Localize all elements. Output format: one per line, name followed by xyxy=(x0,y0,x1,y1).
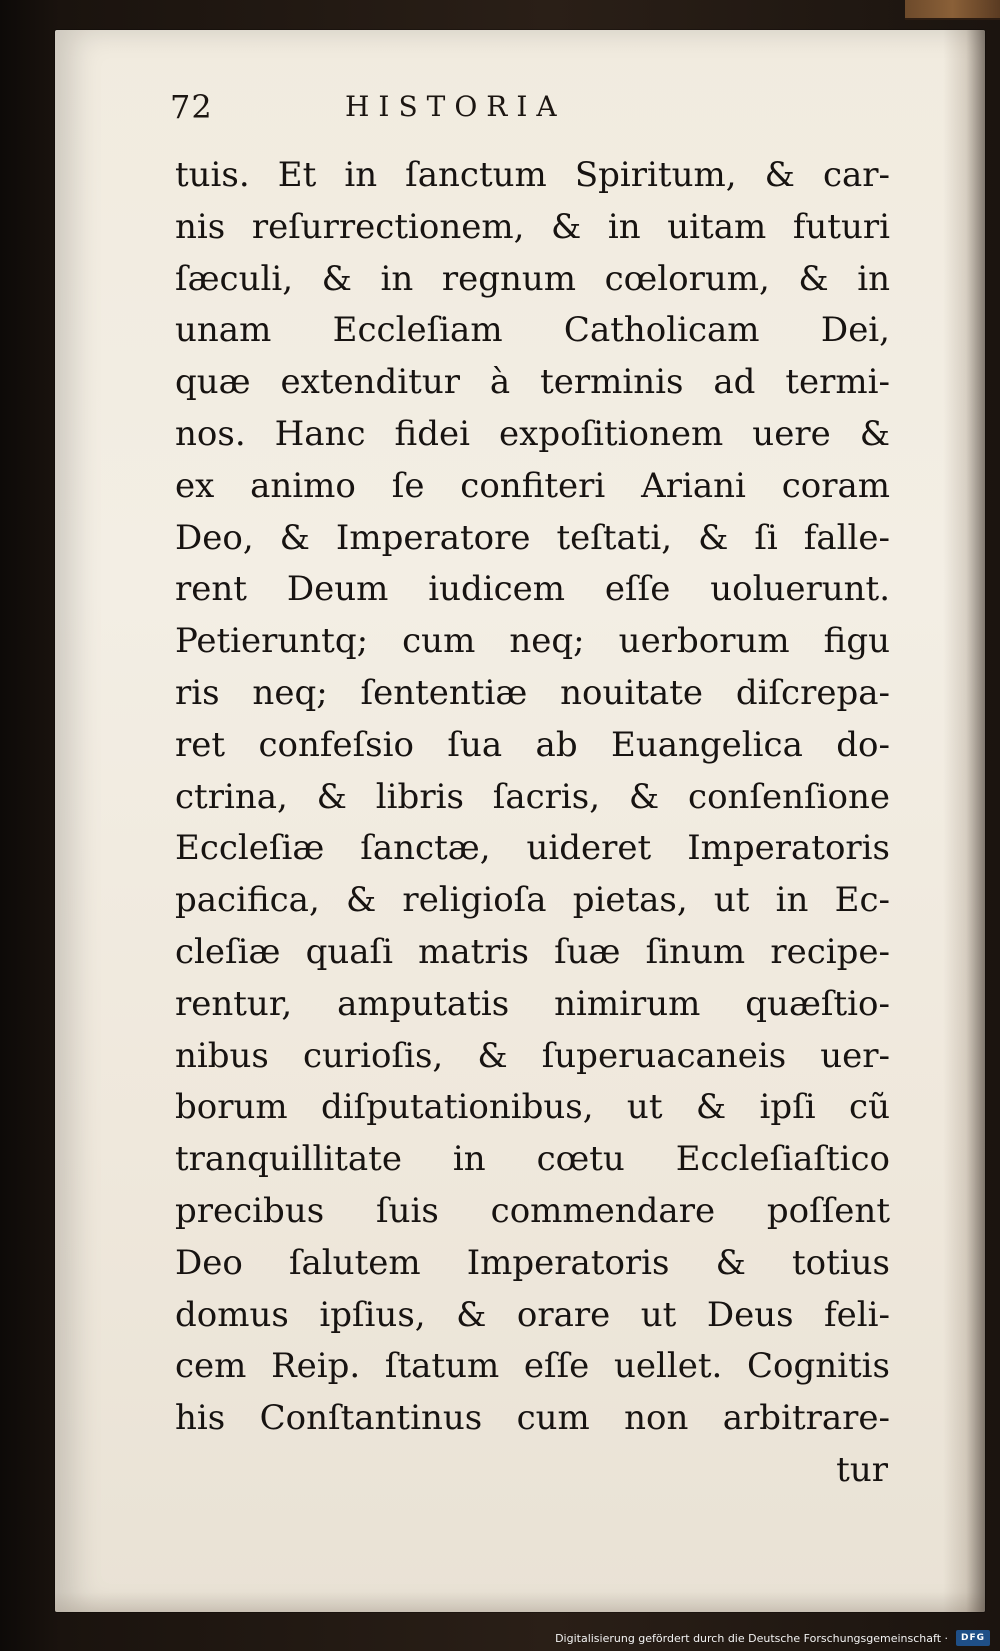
text-line: Deo ſalutem Imperatoris & totius xyxy=(175,1242,890,1283)
digitization-footer xyxy=(555,1628,990,1648)
page-right-shadow xyxy=(943,30,985,1612)
text-line: rentur, amputatis nimirum quæſtio- xyxy=(175,983,890,1024)
book-edge-strip xyxy=(905,0,1000,20)
text-line: ris neq; ſententiæ nouitate diſcrepa- xyxy=(175,672,890,713)
text-line: ex animo ſe confiteri Ariani coram xyxy=(175,465,890,506)
text-line: tuis. Et in ſanctum Spiritum, & car- xyxy=(175,155,890,195)
text-line: precibus ſuis commendare poſſent xyxy=(175,1190,890,1231)
running-head: HISTORIA xyxy=(345,90,566,123)
text-line: unam Eccleſiam Catholicam Dei, xyxy=(175,310,890,351)
text-line: ret confeſsio ſua ab Euangelica do- xyxy=(175,724,890,765)
text-line: ctrina, & libris ſacris, & conſenſione xyxy=(175,776,890,817)
text-line: pacifica, & religioſa pietas, ut in Ec- xyxy=(175,880,890,921)
text-line: nos. Hanc fidei expoſitionem uere & xyxy=(175,413,890,454)
page-header xyxy=(170,88,770,146)
text-line: Deo, & Imperatore teſtati, & ſi falle- xyxy=(175,517,890,558)
page-number: 72 xyxy=(170,88,213,126)
text-line: ſæculi, & in regnum cœlorum, & in xyxy=(175,258,890,299)
text-line: tranquillitate in cœtu Eccleſiaſtico xyxy=(175,1139,890,1180)
text-line: Petieruntq; cum neq; uerborum figu xyxy=(175,621,890,662)
text-line: borum diſputationibus, ut & ipſi cũ xyxy=(175,1087,890,1128)
catchword: tur xyxy=(836,1449,888,1490)
text-line: rent Deum iudicem eſſe uoluerunt. xyxy=(175,569,890,610)
main-text-block xyxy=(175,150,890,1497)
text-line: nibus curioſis, & ſuperuacaneis uer- xyxy=(175,1035,890,1076)
dfg-logo-text: DFG xyxy=(960,1633,985,1643)
page-bottom-shadow xyxy=(55,1592,985,1612)
text-line: nis reſurrectionem, & in uitam futuri xyxy=(175,206,890,247)
text-line: domus ipſius, & orare ut Deus feli- xyxy=(175,1294,890,1335)
text-line: Eccleſiæ ſanctæ, uideret Imperatoris xyxy=(175,828,890,869)
text-line: his Conſtantinus cum non arbitrare- xyxy=(175,1398,890,1439)
text-line: cleſiæ quaſi matris ſuæ ſinum recipe- xyxy=(175,931,890,972)
text-line: quæ extenditur à terminis ad termi- xyxy=(175,362,890,403)
text-line: cem Reip. ſtatum eſſe uellet. Cognitis xyxy=(175,1346,890,1387)
footer-credit-text: Digitalisierung gefördert durch die Deutsche Forschungsgemeinschaft · xyxy=(555,1631,948,1645)
dfg-logo-icon xyxy=(956,1630,990,1646)
